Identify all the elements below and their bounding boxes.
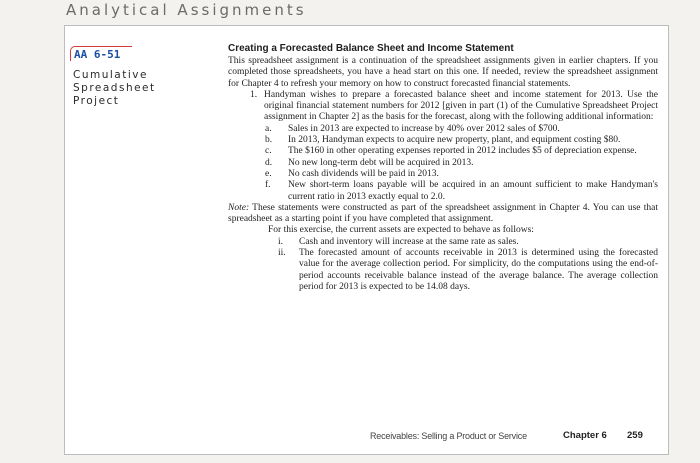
sub-item-text: The $160 in other operating expenses reported in 2012 includes $5 of depreciation expense. (288, 146, 637, 157)
sub-item (265, 146, 658, 157)
sub-item (265, 169, 658, 180)
intro-paragraph: This spreadsheet assignment is a continuation of the spreadsheet assignments given in earlier chapters. If you completed those spreadsheets, you have a head start on this one. If needed, review the spreadsheet assignment for Chapter 4 to refresh your memory on how to construct forecasted financial statements. (228, 56, 658, 89)
assignment-content (228, 43, 658, 293)
page-number: 259 (627, 430, 643, 441)
side-label-line: Cumulative (73, 69, 148, 81)
section-title: Analytical Assignments (66, 1, 307, 19)
sub-item-label: e. (265, 168, 272, 179)
sub-item (265, 158, 658, 169)
assignment-side-label (73, 69, 156, 108)
roman-item (278, 237, 658, 248)
footer-section: Receivables: Selling a Product or Service (370, 431, 527, 441)
assignment-badge: AA 6-51 (70, 46, 132, 61)
sub-item-text: No cash dividends will be paid in 2013. (288, 168, 439, 179)
sub-item-label: a. (265, 123, 272, 134)
roman-item-label: i. (278, 236, 284, 247)
sub-item-text: New short-term loans payable will be acquired in an amount sufficient to make Handyman's current ratio in 2013 exactly equal to 2.0. (288, 180, 658, 202)
note-text: These statements were constructed as part of the spreadsheet assignment in Chapter 4. You can use that spreadsheet as a starting point if you have completed that assignment. (228, 202, 658, 225)
roman-item (278, 248, 658, 293)
sub-item-label: b. (265, 135, 273, 146)
exercise-intro: For this exercise, the current assets are expected to behave as follows: (268, 225, 534, 236)
sub-item-text: No new long-term debt will be acquired in 2013. (288, 157, 474, 168)
sub-item-label: d. (265, 157, 273, 168)
roman-item-label: ii. (278, 248, 286, 259)
list-item (250, 90, 658, 124)
sub-item-label: f. (265, 180, 271, 191)
sub-item (265, 135, 658, 146)
item-text: Handyman wishes to prepare a forecasted balance sheet and income statement for 2013. Use the original financial statement numbers for 2012 [given in part (1) of the Cumulative Spreadsheet Project assignment in Chapter 2] as the basis for the forecast, along with the following additional information: (264, 89, 658, 123)
sub-item-text: Sales in 2013 are expected to increase by 40% over 2012 sales of $700. (288, 123, 560, 134)
note-paragraph (228, 203, 658, 226)
footer-chapter: Chapter 6 (563, 430, 607, 441)
sub-item (265, 124, 658, 135)
sub-item-text: In 2013, Handyman expects to acquire new property, plant, and equipment costing $80. (288, 135, 621, 146)
note-label: Note: (228, 202, 250, 213)
roman-item-text: The forecasted amount of accounts receivable in 2013 is determined using the forecasted value for the average collection period. For simplicity, do the computations using the end-of-period accounts receivable balance instead of the average balance. The average collection period for 2013 is expected to be 14.08 days. (299, 248, 658, 292)
sub-item-label: c. (265, 146, 272, 157)
item-number: 1. (250, 89, 258, 100)
assignment-title: Creating a Forecasted Balance Sheet and Income Statement (228, 43, 514, 54)
roman-item-text: Cash and inventory will increase at the same rate as sales. (299, 236, 519, 247)
side-label-line: Project (73, 95, 120, 107)
sub-item (265, 180, 658, 203)
side-label-line: Spreadsheet (73, 82, 156, 94)
